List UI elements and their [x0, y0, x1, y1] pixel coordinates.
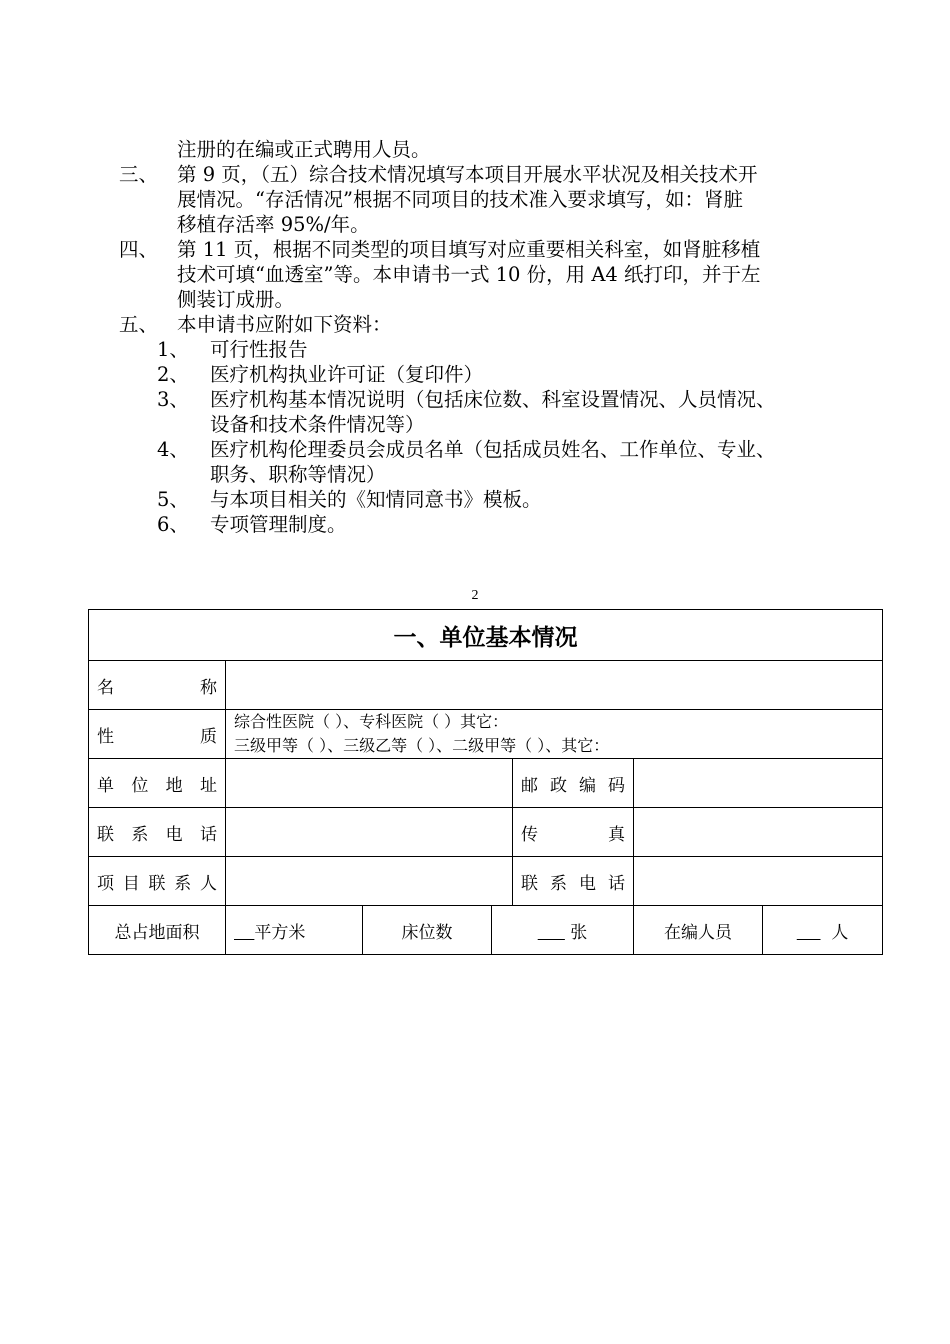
contact-person-field[interactable] — [226, 857, 513, 906]
staff-label: 在编人员 — [634, 906, 763, 955]
list-item: 医疗机构伦理委员会成员名单（包括成员姓名、工作单位、专业、 — [210, 438, 776, 461]
list-number: 5、 — [157, 488, 189, 511]
postcode-label: 邮 政 编 码 — [513, 759, 634, 808]
list-number: 6、 — [157, 513, 189, 536]
nature-field[interactable] — [226, 710, 883, 759]
item-line: 侧装订成册。 — [177, 288, 295, 311]
postcode-field[interactable] — [634, 759, 883, 808]
staff-unit: 人 — [831, 922, 849, 943]
page-number: 2 — [471, 588, 479, 603]
item-marker: 五、 — [119, 313, 159, 336]
item-line: 第 9 页，（五）综合技术情况填写本项目开展水平状况及相关技术开 — [177, 163, 758, 186]
staff-field[interactable] — [763, 906, 883, 955]
nature-options-line2: 三级甲等（ ）、三级乙等（ ）、二级甲等（ ）、其它： — [234, 736, 610, 755]
table-row — [89, 710, 883, 759]
table-row — [89, 906, 883, 955]
address-field[interactable] — [226, 759, 513, 808]
list-item: 与本项目相关的《知情同意书》模板。 — [210, 488, 542, 511]
unit-info-table — [88, 609, 883, 955]
contact-person-label: 项 目 联 系 人 — [89, 857, 226, 906]
list-number: 4、 — [157, 438, 189, 461]
continuation-text: 注册的在编或正式聘用人员。 — [177, 138, 431, 161]
list-number: 2、 — [157, 363, 189, 386]
table-row — [89, 759, 883, 808]
table-title: 一、单位基本情况 — [89, 610, 883, 661]
area-unit: 平方米 — [254, 922, 306, 943]
phone-label: 联 系 电 话 — [89, 808, 226, 857]
area-label: 总占地面积 — [89, 906, 226, 955]
list-number: 3、 — [157, 388, 189, 411]
area-field[interactable] — [226, 906, 363, 955]
table-row — [89, 661, 883, 710]
list-item: 专项管理制度。 — [210, 513, 347, 536]
name-label: 名 称 — [89, 661, 226, 710]
contact-phone-field[interactable] — [634, 857, 883, 906]
list-item: 医疗机构执业许可证（复印件） — [210, 363, 484, 386]
list-item: 医疗机构基本情况说明（包括床位数、科室设置情况、人员情况、 — [210, 388, 776, 411]
beds-label: 床位数 — [363, 906, 492, 955]
list-item: 可行性报告 — [210, 338, 308, 361]
table-row — [89, 857, 883, 906]
item-line: 移植存活率 95%/年。 — [177, 213, 370, 236]
beds-unit: 张 — [570, 922, 588, 943]
item-marker: 四、 — [119, 238, 159, 261]
phone-field[interactable] — [226, 808, 513, 857]
table-row — [89, 808, 883, 857]
item-line: 技术可填“血透室”等。本申请书一式 10 份，用 A4 纸打印，并于左 — [177, 263, 761, 286]
list-item-continued: 设备和技术条件情况等） — [210, 413, 425, 436]
item-marker: 三、 — [119, 163, 159, 186]
address-label: 单 位 地 址 — [89, 759, 226, 808]
name-field[interactable] — [226, 661, 883, 710]
item-line: 展情况。“存活情况”根据不同项目的技术准入要求填写，如：肾脏 — [177, 188, 743, 211]
nature-label: 性 质 — [89, 710, 226, 759]
list-item-continued: 职务、职称等情况） — [210, 463, 386, 486]
item-line: 第 11 页，根据不同类型的项目填写对应重要相关科室，如肾脏移植 — [177, 238, 761, 261]
list-number: 1、 — [157, 338, 189, 361]
fax-label: 传 真 — [513, 808, 634, 857]
contact-phone-label: 联 系 电 话 — [513, 857, 634, 906]
fax-field[interactable] — [634, 808, 883, 857]
item-text: 本申请书应附如下资料： — [177, 313, 392, 336]
nature-options-line1: 综合性医院（ ）、专科医院（ ）其它： — [234, 712, 509, 731]
beds-field[interactable] — [492, 906, 634, 955]
